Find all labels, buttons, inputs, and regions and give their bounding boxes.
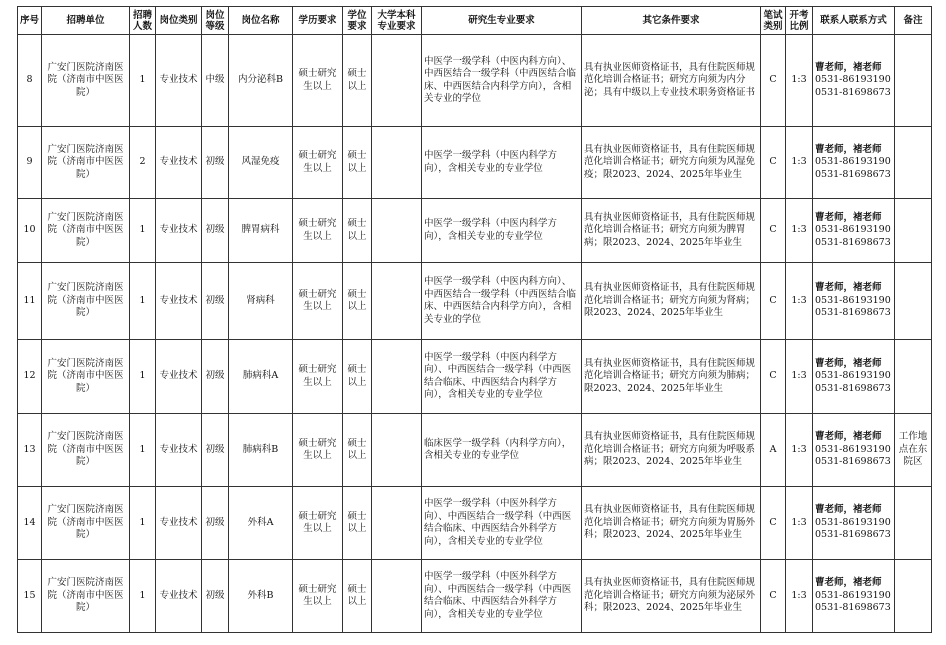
cell-category: 专业技术 [156, 560, 202, 633]
cell-education: 硕士研究生以上 [293, 35, 343, 127]
header-count: 招聘人数 [130, 7, 156, 35]
cell-other: 具有执业医师资格证书，具有住院医师规范化培训合格证书；研究方向须为胃肠外科；限2023、2024、2025年毕业生 [582, 487, 761, 560]
cell-exam-type: C [761, 35, 786, 127]
cell-count: 1 [130, 487, 156, 560]
cell-degree: 硕士以上 [343, 560, 372, 633]
contact-name: 曹老师，褚老师 [815, 143, 882, 155]
contact-phone: 0531-81698673 [815, 86, 891, 98]
contact-phone: 0531-81698673 [815, 307, 891, 319]
cell-level: 初级 [202, 127, 229, 199]
cell-unit: 广安门医院济南医院（济南市中医医院） [42, 487, 130, 560]
contact-phone: 0531-86193190 [815, 443, 891, 455]
cell-count: 1 [130, 340, 156, 414]
cell-exam-type: C [761, 487, 786, 560]
cell-note: 工作地点在东院区 [895, 414, 932, 487]
header-row [18, 7, 932, 35]
cell-category: 专业技术 [156, 487, 202, 560]
cell-seq: 9 [18, 127, 42, 199]
cell-position: 脾胃病科 [229, 199, 293, 263]
header-undergrad-major: 大学本科专业要求 [372, 7, 422, 35]
contact-phone: 0531-86193190 [815, 294, 891, 306]
table-row [18, 127, 932, 199]
cell-grad-major: 中医学一级学科（中医内科学方向），含相关专业的专业学位 [422, 199, 582, 263]
table-row [18, 263, 932, 340]
recruitment-table [17, 6, 932, 633]
cell-ratio: 1:3 [786, 487, 813, 560]
cell-other: 具有执业医师资格证书，具有住院医师规范化培训合格证书；研究方向须为内分泌；具有中级以上专业技术职务资格证书 [582, 35, 761, 127]
cell-position: 外科A [229, 487, 293, 560]
cell-contact [813, 487, 895, 560]
cell-education: 硕士研究生以上 [293, 340, 343, 414]
cell-other: 具有执业医师资格证书，具有住院医师规范化培训合格证书；研究方向须为呼吸系病；限2023、2024、2025年毕业生 [582, 414, 761, 487]
cell-position: 风湿免疫 [229, 127, 293, 199]
cell-seq: 13 [18, 414, 42, 487]
contact-name: 曹老师，褚老师 [815, 577, 882, 589]
cell-seq: 15 [18, 560, 42, 633]
cell-grad-major: 中医学一级学科（中医内科方向）、中西医结合一级学科（中西医结合临床、中西医结合内科学方向），含相关专业的学位 [422, 35, 582, 127]
cell-ratio: 1:3 [786, 199, 813, 263]
cell-undergrad-major [372, 199, 422, 263]
cell-education: 硕士研究生以上 [293, 127, 343, 199]
cell-note [895, 127, 932, 199]
table-row [18, 560, 932, 633]
cell-education: 硕士研究生以上 [293, 199, 343, 263]
cell-grad-major: 中医学一级学科（中医外科学方向）、中西医结合一级学科（中西医结合临床、中西医结合外科学方向），含相关专业的专业学位 [422, 487, 582, 560]
header-seq: 序号 [18, 7, 42, 35]
contact-phone: 0531-86193190 [815, 74, 891, 86]
cell-category: 专业技术 [156, 199, 202, 263]
cell-grad-major: 中医学一级学科（中医内科学方向）、中西医结合一级学科（中西医结合临床、中西医结合内科学方向），含相关专业的专业学位 [422, 340, 582, 414]
cell-ratio: 1:3 [786, 340, 813, 414]
cell-level: 初级 [202, 199, 229, 263]
cell-undergrad-major [372, 35, 422, 127]
cell-note [895, 199, 932, 263]
table-header [18, 7, 932, 35]
contact-name: 曹老师，褚老师 [815, 431, 882, 443]
cell-degree: 硕士以上 [343, 340, 372, 414]
contact-phone: 0531-86193190 [815, 156, 891, 168]
cell-education: 硕士研究生以上 [293, 263, 343, 340]
cell-undergrad-major [372, 487, 422, 560]
cell-exam-type: C [761, 127, 786, 199]
cell-undergrad-major [372, 414, 422, 487]
cell-position: 肺病科A [229, 340, 293, 414]
header-education: 学历要求 [293, 7, 343, 35]
cell-count: 2 [130, 127, 156, 199]
cell-position: 内分泌科B [229, 35, 293, 127]
table-row [18, 340, 932, 414]
cell-contact [813, 35, 895, 127]
cell-contact [813, 263, 895, 340]
table-row [18, 199, 932, 263]
contact-phone: 0531-86193190 [815, 370, 891, 382]
cell-degree: 硕士以上 [343, 487, 372, 560]
cell-category: 专业技术 [156, 340, 202, 414]
cell-ratio: 1:3 [786, 263, 813, 340]
header-grad-major: 研究生专业要求 [422, 7, 582, 35]
cell-position: 肺病科B [229, 414, 293, 487]
cell-seq: 12 [18, 340, 42, 414]
cell-level: 初级 [202, 414, 229, 487]
cell-level: 初级 [202, 560, 229, 633]
cell-count: 1 [130, 199, 156, 263]
cell-degree: 硕士以上 [343, 127, 372, 199]
contact-name: 曹老师，褚老师 [815, 282, 882, 294]
cell-exam-type: A [761, 414, 786, 487]
cell-degree: 硕士以上 [343, 35, 372, 127]
cell-seq: 14 [18, 487, 42, 560]
cell-ratio: 1:3 [786, 560, 813, 633]
contact-phone: 0531-81698673 [815, 456, 891, 468]
cell-undergrad-major [372, 127, 422, 199]
cell-unit: 广安门医院济南医院（济南市中医医院） [42, 263, 130, 340]
cell-other: 具有执业医师资格证书，具有住院医师规范化培训合格证书；研究方向须为风湿免疫；限2023、2024、2025年毕业生 [582, 127, 761, 199]
cell-count: 1 [130, 35, 156, 127]
cell-grad-major: 中医学一级学科（中医内科学方向），含相关专业的专业学位 [422, 127, 582, 199]
header-level: 岗位等级 [202, 7, 229, 35]
cell-contact [813, 560, 895, 633]
contact-name: 曹老师，褚老师 [815, 504, 882, 516]
header-position: 岗位名称 [229, 7, 293, 35]
contact-phone: 0531-81698673 [815, 236, 891, 248]
cell-seq: 11 [18, 263, 42, 340]
cell-contact [813, 340, 895, 414]
cell-exam-type: C [761, 560, 786, 633]
cell-seq: 8 [18, 35, 42, 127]
cell-degree: 硕士以上 [343, 199, 372, 263]
cell-undergrad-major [372, 340, 422, 414]
header-unit: 招聘单位 [42, 7, 130, 35]
cell-level: 初级 [202, 263, 229, 340]
cell-note [895, 263, 932, 340]
cell-other: 具有执业医师资格证书，具有住院医师规范化培训合格证书；研究方向须为肺病；限2023、2024、2025年毕业生 [582, 340, 761, 414]
header-exam-type: 笔试类别 [761, 7, 786, 35]
cell-grad-major: 临床医学一级学科（内科学方向），含相关专业的专业学位 [422, 414, 582, 487]
cell-ratio: 1:3 [786, 414, 813, 487]
cell-level: 初级 [202, 487, 229, 560]
cell-note [895, 487, 932, 560]
cell-seq: 10 [18, 199, 42, 263]
cell-unit: 广安门医院济南医院（济南市中医医院） [42, 35, 130, 127]
cell-education: 硕士研究生以上 [293, 560, 343, 633]
cell-unit: 广安门医院济南医院（济南市中医医院） [42, 340, 130, 414]
cell-level: 初级 [202, 340, 229, 414]
cell-unit: 广安门医院济南医院（济南市中医医院） [42, 414, 130, 487]
cell-unit: 广安门医院济南医院（济南市中医医院） [42, 560, 130, 633]
cell-ratio: 1:3 [786, 127, 813, 199]
cell-grad-major: 中医学一级学科（中医外科学方向）、中西医结合一级学科（中西医结合临床、中西医结合外科学方向），含相关专业的专业学位 [422, 560, 582, 633]
cell-position: 外科B [229, 560, 293, 633]
cell-undergrad-major [372, 263, 422, 340]
cell-contact [813, 199, 895, 263]
cell-education: 硕士研究生以上 [293, 487, 343, 560]
cell-other: 具有执业医师资格证书，具有住院医师规范化培训合格证书；研究方向须为脾胃病；限2023、2024、2025年毕业生 [582, 199, 761, 263]
contact-phone: 0531-81698673 [815, 529, 891, 541]
cell-contact [813, 127, 895, 199]
contact-phone: 0531-86193190 [815, 516, 891, 528]
cell-category: 专业技术 [156, 35, 202, 127]
contact-name: 曹老师，褚老师 [815, 211, 882, 223]
cell-undergrad-major [372, 560, 422, 633]
cell-exam-type: C [761, 340, 786, 414]
cell-other: 具有执业医师资格证书，具有住院医师规范化培训合格证书；研究方向须为肾病；限2023、2024、2025年毕业生 [582, 263, 761, 340]
header-degree: 学位要求 [343, 7, 372, 35]
cell-note [895, 560, 932, 633]
table-row [18, 414, 932, 487]
cell-ratio: 1:3 [786, 35, 813, 127]
contact-phone: 0531-86193190 [815, 224, 891, 236]
cell-exam-type: C [761, 199, 786, 263]
cell-education: 硕士研究生以上 [293, 414, 343, 487]
cell-degree: 硕士以上 [343, 414, 372, 487]
cell-other: 具有执业医师资格证书，具有住院医师规范化培训合格证书；研究方向须为泌尿外科；限2023、2024、2025年毕业生 [582, 560, 761, 633]
cell-note [895, 340, 932, 414]
cell-grad-major: 中医学一级学科（中医内科方向）、中西医结合一级学科（中西医结合临床、中西医结合内科学方向），含相关专业的学位 [422, 263, 582, 340]
contact-name: 曹老师，褚老师 [815, 61, 882, 73]
cell-count: 1 [130, 263, 156, 340]
table-row [18, 35, 932, 127]
contact-phone: 0531-81698673 [815, 382, 891, 394]
cell-exam-type: C [761, 263, 786, 340]
table-row [18, 487, 932, 560]
cell-count: 1 [130, 414, 156, 487]
header-note: 备注 [895, 7, 932, 35]
cell-category: 专业技术 [156, 127, 202, 199]
cell-unit: 广安门医院济南医院（济南市中医医院） [42, 199, 130, 263]
cell-contact [813, 414, 895, 487]
cell-count: 1 [130, 560, 156, 633]
header-category: 岗位类别 [156, 7, 202, 35]
contact-phone: 0531-81698673 [815, 168, 891, 180]
contact-phone: 0531-86193190 [815, 589, 891, 601]
cell-unit: 广安门医院济南医院（济南市中医医院） [42, 127, 130, 199]
cell-category: 专业技术 [156, 414, 202, 487]
contact-name: 曹老师，褚老师 [815, 357, 882, 369]
cell-note [895, 35, 932, 127]
contact-phone: 0531-81698673 [815, 602, 891, 614]
cell-position: 肾病科 [229, 263, 293, 340]
cell-level: 中级 [202, 35, 229, 127]
header-other: 其它条件要求 [582, 7, 761, 35]
header-contact: 联系人联系方式 [813, 7, 895, 35]
cell-degree: 硕士以上 [343, 263, 372, 340]
header-ratio: 开考比例 [786, 7, 813, 35]
cell-category: 专业技术 [156, 263, 202, 340]
table-body [18, 35, 932, 633]
